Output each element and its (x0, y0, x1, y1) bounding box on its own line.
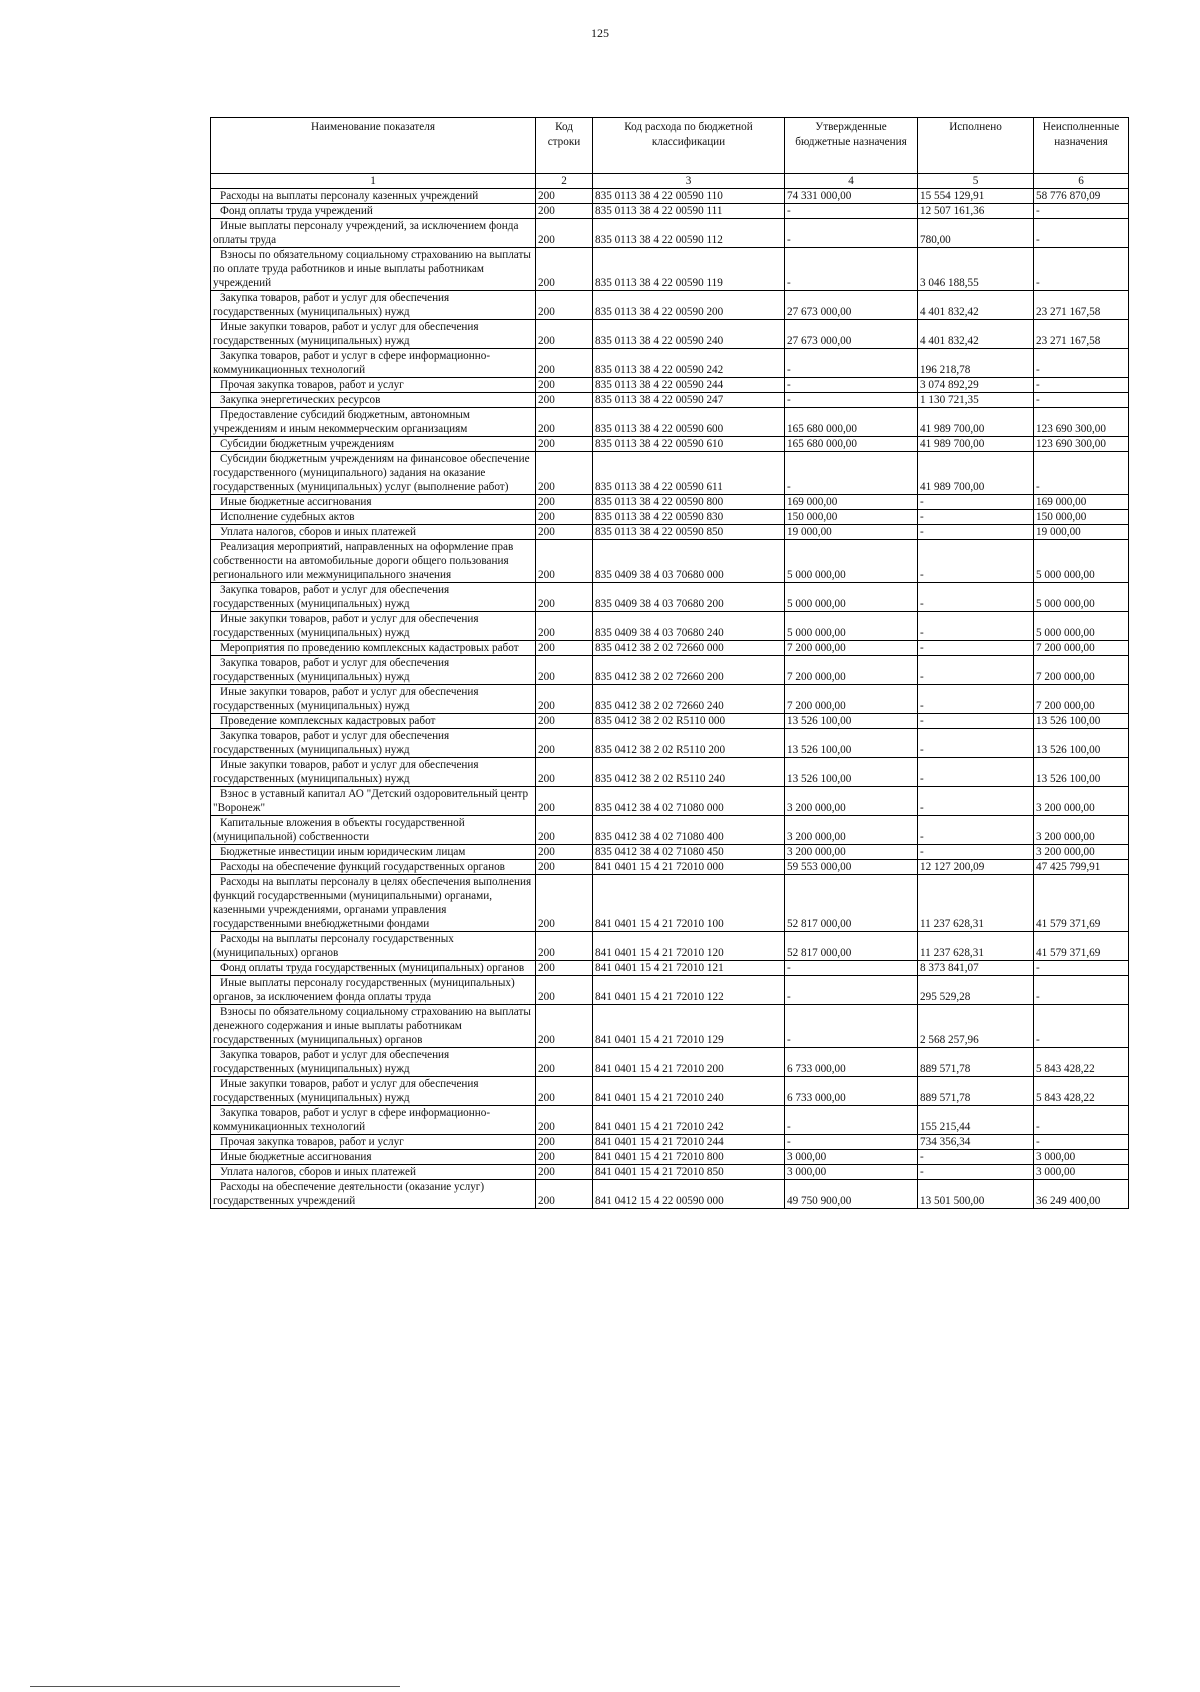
row-line-code: 200 (536, 495, 593, 510)
header-row (211, 118, 1129, 174)
header-executed: Исполнено (918, 118, 1034, 174)
row-executed: - (918, 525, 1034, 540)
table-row (211, 685, 1129, 714)
table-row (211, 976, 1129, 1005)
row-name: Расходы на обеспечение деятельности (оказание услуг) государственных учреждений (211, 1180, 536, 1209)
row-approved: 3 000,00 (785, 1150, 918, 1165)
row-unexecuted: 47 425 799,91 (1034, 860, 1129, 875)
row-approved: 49 750 900,00 (785, 1180, 918, 1209)
row-unexecuted: - (1034, 1106, 1129, 1135)
row-name: Реализация мероприятий, направленных на оформление прав собственности на автомобильные дороги общего пользования регионального или межмуниципального значения (211, 540, 536, 583)
column-number: 3 (593, 174, 785, 189)
row-name: Уплата налогов, сборов и иных платежей (211, 1165, 536, 1180)
row-approved: 6 733 000,00 (785, 1048, 918, 1077)
table-row (211, 1180, 1129, 1209)
row-name: Иные выплаты персоналу учреждений, за исключением фонда оплаты труда (211, 219, 536, 248)
row-executed: - (918, 583, 1034, 612)
row-unexecuted: - (1034, 349, 1129, 378)
row-line-code: 200 (536, 612, 593, 641)
row-line-code: 200 (536, 1150, 593, 1165)
row-unexecuted: 36 249 400,00 (1034, 1180, 1129, 1209)
row-approved: - (785, 219, 918, 248)
row-line-code: 200 (536, 787, 593, 816)
row-unexecuted: 5 000 000,00 (1034, 612, 1129, 641)
row-executed: - (918, 612, 1034, 641)
row-approved: 59 553 000,00 (785, 860, 918, 875)
row-line-code: 200 (536, 656, 593, 685)
header-budget-code: Код расхода по бюджетной классификации (593, 118, 785, 174)
row-unexecuted: - (1034, 1005, 1129, 1048)
row-name: Бюджетные инвестиции иным юридическим лицам (211, 845, 536, 860)
row-approved: 7 200 000,00 (785, 656, 918, 685)
row-name: Иные бюджетные ассигнования (211, 1150, 536, 1165)
row-approved: - (785, 393, 918, 408)
row-budget-code: 835 0113 38 4 22 00590 247 (593, 393, 785, 408)
row-approved: 150 000,00 (785, 510, 918, 525)
row-name: Прочая закупка товаров, работ и услуг (211, 1135, 536, 1150)
row-executed: 8 373 841,07 (918, 961, 1034, 976)
row-unexecuted: 41 579 371,69 (1034, 875, 1129, 932)
row-executed: 4 401 832,42 (918, 320, 1034, 349)
row-budget-code: 841 0401 15 4 21 72010 122 (593, 976, 785, 1005)
row-unexecuted: 3 200 000,00 (1034, 845, 1129, 860)
column-number: 6 (1034, 174, 1129, 189)
row-approved: 74 331 000,00 (785, 189, 918, 204)
row-name: Проведение комплексных кадастровых работ (211, 714, 536, 729)
row-budget-code: 841 0401 15 4 21 72010 100 (593, 875, 785, 932)
row-line-code: 200 (536, 976, 593, 1005)
row-unexecuted: 7 200 000,00 (1034, 685, 1129, 714)
row-executed: - (918, 685, 1034, 714)
table-row (211, 758, 1129, 787)
row-approved: 3 200 000,00 (785, 845, 918, 860)
budget-execution-table (210, 117, 1129, 1209)
row-name: Исполнение судебных актов (211, 510, 536, 525)
row-budget-code: 835 0113 38 4 22 00590 200 (593, 291, 785, 320)
row-unexecuted: 3 000,00 (1034, 1165, 1129, 1180)
table-row (211, 378, 1129, 393)
table-row (211, 961, 1129, 976)
row-executed: 889 571,78 (918, 1077, 1034, 1106)
table-row (211, 1077, 1129, 1106)
row-name: Расходы на обеспечение функций государственных органов (211, 860, 536, 875)
row-line-code: 200 (536, 1077, 593, 1106)
row-name: Фонд оплаты труда государственных (муниципальных) органов (211, 961, 536, 976)
page-number: 125 (591, 26, 609, 40)
row-line-code: 200 (536, 816, 593, 845)
row-line-code: 200 (536, 1106, 593, 1135)
row-line-code: 200 (536, 320, 593, 349)
row-budget-code: 835 0412 38 2 02 72660 000 (593, 641, 785, 656)
row-name: Иные закупки товаров, работ и услуг для обеспечения государственных (муниципальных) нужд (211, 758, 536, 787)
row-budget-code: 841 0401 15 4 21 72010 242 (593, 1106, 785, 1135)
row-budget-code: 835 0412 38 2 02 R5110 000 (593, 714, 785, 729)
row-unexecuted: 5 000 000,00 (1034, 540, 1129, 583)
row-executed: 3 074 892,29 (918, 378, 1034, 393)
table-row (211, 714, 1129, 729)
row-approved: 3 000,00 (785, 1165, 918, 1180)
row-name: Фонд оплаты труда учреждений (211, 204, 536, 219)
row-executed: 12 507 161,36 (918, 204, 1034, 219)
row-unexecuted: - (1034, 961, 1129, 976)
row-name: Закупка товаров, работ и услуг для обеспечения государственных (муниципальных) нужд (211, 291, 536, 320)
row-unexecuted: 5 843 428,22 (1034, 1048, 1129, 1077)
row-name: Закупка товаров, работ и услуг в сфере информационно-коммуникационных технологий (211, 1106, 536, 1135)
row-budget-code: 841 0412 15 4 22 00590 000 (593, 1180, 785, 1209)
row-budget-code: 841 0401 15 4 21 72010 850 (593, 1165, 785, 1180)
row-name: Расходы на выплаты персоналу государственных (муниципальных) органов (211, 932, 536, 961)
footer-divider (30, 1686, 400, 1687)
row-approved: 5 000 000,00 (785, 540, 918, 583)
row-approved: - (785, 204, 918, 219)
row-approved: - (785, 248, 918, 291)
table-body (211, 189, 1129, 1209)
table-row (211, 437, 1129, 452)
row-executed: 4 401 832,42 (918, 291, 1034, 320)
row-approved: 5 000 000,00 (785, 612, 918, 641)
row-executed: 41 989 700,00 (918, 437, 1034, 452)
row-line-code: 200 (536, 189, 593, 204)
table-row (211, 816, 1129, 845)
header-name: Наименование показателя (211, 118, 536, 174)
row-unexecuted: 5 843 428,22 (1034, 1077, 1129, 1106)
table-row (211, 583, 1129, 612)
row-approved: 13 526 100,00 (785, 714, 918, 729)
row-line-code: 200 (536, 714, 593, 729)
table-row (211, 1048, 1129, 1077)
table-row (211, 320, 1129, 349)
row-executed: 780,00 (918, 219, 1034, 248)
row-approved: 3 200 000,00 (785, 816, 918, 845)
row-unexecuted: 7 200 000,00 (1034, 656, 1129, 685)
row-budget-code: 835 0113 38 4 22 00590 119 (593, 248, 785, 291)
row-name: Расходы на выплаты персоналу в целях обеспечения выполнения функций государственными (муниципальными) органами, казенными учреждениями, органами управления государственными внебюджетными фондами (211, 875, 536, 932)
row-approved: 6 733 000,00 (785, 1077, 918, 1106)
table-row (211, 393, 1129, 408)
row-line-code: 200 (536, 1180, 593, 1209)
row-approved: - (785, 378, 918, 393)
column-number: 5 (918, 174, 1034, 189)
row-line-code: 200 (536, 378, 593, 393)
row-executed: - (918, 787, 1034, 816)
table-row (211, 248, 1129, 291)
table-row (211, 452, 1129, 495)
table-row (211, 875, 1129, 932)
header-line-code: Код строки (536, 118, 593, 174)
row-line-code: 200 (536, 845, 593, 860)
row-unexecuted: - (1034, 378, 1129, 393)
row-budget-code: 841 0401 15 4 21 72010 244 (593, 1135, 785, 1150)
row-unexecuted: 3 200 000,00 (1034, 816, 1129, 845)
row-name: Взносы по обязательному социальному страхованию на выплаты денежного содержания и иные выплаты работникам государственных (муниципальных) органов (211, 1005, 536, 1048)
row-line-code: 200 (536, 1165, 593, 1180)
row-line-code: 200 (536, 393, 593, 408)
column-number: 2 (536, 174, 593, 189)
row-budget-code: 835 0113 38 4 22 00590 600 (593, 408, 785, 437)
table-row (211, 1150, 1129, 1165)
row-approved: 5 000 000,00 (785, 583, 918, 612)
row-approved: - (785, 976, 918, 1005)
row-line-code: 200 (536, 583, 593, 612)
row-name: Субсидии бюджетным учреждениям (211, 437, 536, 452)
table-row (211, 641, 1129, 656)
table-row (211, 291, 1129, 320)
table-row (211, 860, 1129, 875)
table-row (211, 525, 1129, 540)
row-approved: 19 000,00 (785, 525, 918, 540)
column-number: 1 (211, 174, 536, 189)
row-approved: - (785, 349, 918, 378)
row-budget-code: 841 0401 15 4 21 72010 000 (593, 860, 785, 875)
row-executed: 12 127 200,09 (918, 860, 1034, 875)
row-budget-code: 841 0401 15 4 21 72010 800 (593, 1150, 785, 1165)
table-row (211, 932, 1129, 961)
row-budget-code: 835 0412 38 4 02 71080 000 (593, 787, 785, 816)
table-row (211, 612, 1129, 641)
row-name: Взнос в уставный капитал АО "Детский оздоровительный центр "Воронеж" (211, 787, 536, 816)
row-unexecuted: - (1034, 393, 1129, 408)
row-budget-code: 835 0113 38 4 22 00590 244 (593, 378, 785, 393)
row-line-code: 200 (536, 248, 593, 291)
row-executed: - (918, 758, 1034, 787)
row-executed: 196 218,78 (918, 349, 1034, 378)
row-executed: - (918, 1165, 1034, 1180)
row-approved: - (785, 1135, 918, 1150)
row-approved: 7 200 000,00 (785, 685, 918, 714)
header-unexecuted: Неисполненные назначения (1034, 118, 1129, 174)
row-unexecuted: 3 000,00 (1034, 1150, 1129, 1165)
table-row (211, 204, 1129, 219)
row-name: Иные выплаты персоналу государственных (муниципальных) органов, за исключением фонда оплаты труда (211, 976, 536, 1005)
row-unexecuted: 3 200 000,00 (1034, 787, 1129, 816)
row-budget-code: 835 0412 38 2 02 72660 200 (593, 656, 785, 685)
row-executed: 3 046 188,55 (918, 248, 1034, 291)
row-line-code: 200 (536, 1135, 593, 1150)
row-executed: - (918, 495, 1034, 510)
row-budget-code: 835 0113 38 4 22 00590 111 (593, 204, 785, 219)
table-row (211, 845, 1129, 860)
row-budget-code: 835 0412 38 4 02 71080 400 (593, 816, 785, 845)
row-executed: - (918, 714, 1034, 729)
row-unexecuted: 19 000,00 (1034, 525, 1129, 540)
row-approved: 169 000,00 (785, 495, 918, 510)
row-budget-code: 841 0401 15 4 21 72010 120 (593, 932, 785, 961)
table-row (211, 408, 1129, 437)
row-executed: 155 215,44 (918, 1106, 1034, 1135)
row-approved: 3 200 000,00 (785, 787, 918, 816)
row-name: Иные закупки товаров, работ и услуг для обеспечения государственных (муниципальных) нужд (211, 1077, 536, 1106)
row-unexecuted: 123 690 300,00 (1034, 437, 1129, 452)
table-row (211, 787, 1129, 816)
header-approved: Утвержденные бюджетные назначения (785, 118, 918, 174)
row-name: Взносы по обязательному социальному страхованию на выплаты по оплате труда работников и иные выплаты работникам учреждений (211, 248, 536, 291)
row-budget-code: 835 0113 38 4 22 00590 240 (593, 320, 785, 349)
column-number: 4 (785, 174, 918, 189)
row-budget-code: 835 0409 38 4 03 70680 200 (593, 583, 785, 612)
row-executed: 295 529,28 (918, 976, 1034, 1005)
row-line-code: 200 (536, 204, 593, 219)
row-approved: 165 680 000,00 (785, 437, 918, 452)
table-row (211, 219, 1129, 248)
row-unexecuted: 5 000 000,00 (1034, 583, 1129, 612)
row-executed: 15 554 129,91 (918, 189, 1034, 204)
row-executed: 11 237 628,31 (918, 932, 1034, 961)
row-line-code: 200 (536, 860, 593, 875)
row-budget-code: 835 0113 38 4 22 00590 112 (593, 219, 785, 248)
row-name: Расходы на выплаты персоналу казенных учреждений (211, 189, 536, 204)
row-line-code: 200 (536, 685, 593, 714)
row-budget-code: 835 0113 38 4 22 00590 610 (593, 437, 785, 452)
row-approved: 7 200 000,00 (785, 641, 918, 656)
row-approved: - (785, 452, 918, 495)
row-budget-code: 835 0409 38 4 03 70680 240 (593, 612, 785, 641)
row-line-code: 200 (536, 641, 593, 656)
row-unexecuted: 13 526 100,00 (1034, 714, 1129, 729)
row-line-code: 200 (536, 540, 593, 583)
row-line-code: 200 (536, 875, 593, 932)
row-budget-code: 835 0113 38 4 22 00590 611 (593, 452, 785, 495)
table-row (211, 495, 1129, 510)
row-budget-code: 835 0412 38 2 02 72660 240 (593, 685, 785, 714)
row-line-code: 200 (536, 1005, 593, 1048)
row-unexecuted: 169 000,00 (1034, 495, 1129, 510)
row-budget-code: 841 0401 15 4 21 72010 121 (593, 961, 785, 976)
row-executed: - (918, 656, 1034, 685)
row-executed: - (918, 1150, 1034, 1165)
row-line-code: 200 (536, 758, 593, 787)
table-row (211, 349, 1129, 378)
row-executed: - (918, 540, 1034, 583)
row-executed: - (918, 510, 1034, 525)
row-budget-code: 835 0113 38 4 22 00590 242 (593, 349, 785, 378)
row-budget-code: 835 0412 38 2 02 R5110 200 (593, 729, 785, 758)
row-budget-code: 835 0113 38 4 22 00590 110 (593, 189, 785, 204)
row-budget-code: 835 0409 38 4 03 70680 000 (593, 540, 785, 583)
row-unexecuted: - (1034, 204, 1129, 219)
row-approved: - (785, 1106, 918, 1135)
row-name: Иные бюджетные ассигнования (211, 495, 536, 510)
row-unexecuted: 123 690 300,00 (1034, 408, 1129, 437)
row-unexecuted: 13 526 100,00 (1034, 758, 1129, 787)
table-row (211, 1005, 1129, 1048)
row-budget-code: 841 0401 15 4 21 72010 240 (593, 1077, 785, 1106)
row-unexecuted: 23 271 167,58 (1034, 291, 1129, 320)
row-executed: 889 571,78 (918, 1048, 1034, 1077)
row-approved: 27 673 000,00 (785, 320, 918, 349)
row-approved: 52 817 000,00 (785, 875, 918, 932)
row-name: Закупка энергетических ресурсов (211, 393, 536, 408)
row-unexecuted: - (1034, 248, 1129, 291)
row-unexecuted: - (1034, 1135, 1129, 1150)
row-line-code: 200 (536, 525, 593, 540)
table-row (211, 1165, 1129, 1180)
row-unexecuted: - (1034, 219, 1129, 248)
row-unexecuted: 23 271 167,58 (1034, 320, 1129, 349)
row-executed: - (918, 845, 1034, 860)
row-name: Уплата налогов, сборов и иных платежей (211, 525, 536, 540)
row-budget-code: 835 0113 38 4 22 00590 850 (593, 525, 785, 540)
row-budget-code: 835 0113 38 4 22 00590 800 (593, 495, 785, 510)
row-approved: - (785, 961, 918, 976)
row-budget-code: 835 0412 38 4 02 71080 450 (593, 845, 785, 860)
row-executed: 11 237 628,31 (918, 875, 1034, 932)
row-line-code: 200 (536, 1048, 593, 1077)
row-line-code: 200 (536, 349, 593, 378)
row-executed: 734 356,34 (918, 1135, 1034, 1150)
table-row (211, 656, 1129, 685)
row-executed: 2 568 257,96 (918, 1005, 1034, 1048)
row-line-code: 200 (536, 291, 593, 320)
row-approved: 165 680 000,00 (785, 408, 918, 437)
row-line-code: 200 (536, 932, 593, 961)
row-unexecuted: 150 000,00 (1034, 510, 1129, 525)
row-line-code: 200 (536, 510, 593, 525)
row-name: Иные закупки товаров, работ и услуг для обеспечения государственных (муниципальных) нужд (211, 685, 536, 714)
row-name: Иные закупки товаров, работ и услуг для обеспечения государственных (муниципальных) нужд (211, 320, 536, 349)
row-executed: 41 989 700,00 (918, 408, 1034, 437)
row-line-code: 200 (536, 219, 593, 248)
row-executed: - (918, 729, 1034, 758)
table-row (211, 1106, 1129, 1135)
row-unexecuted: 7 200 000,00 (1034, 641, 1129, 656)
table-row (211, 1135, 1129, 1150)
table-row (211, 729, 1129, 758)
row-budget-code: 841 0401 15 4 21 72010 200 (593, 1048, 785, 1077)
row-line-code: 200 (536, 408, 593, 437)
row-executed: 1 130 721,35 (918, 393, 1034, 408)
row-unexecuted: - (1034, 452, 1129, 495)
row-line-code: 200 (536, 437, 593, 452)
column-number-row (211, 174, 1129, 189)
row-approved: 27 673 000,00 (785, 291, 918, 320)
row-budget-code: 835 0412 38 2 02 R5110 240 (593, 758, 785, 787)
row-name: Иные закупки товаров, работ и услуг для обеспечения государственных (муниципальных) нужд (211, 612, 536, 641)
row-unexecuted: 58 776 870,09 (1034, 189, 1129, 204)
row-approved: 52 817 000,00 (785, 932, 918, 961)
row-line-code: 200 (536, 452, 593, 495)
row-unexecuted: - (1034, 976, 1129, 1005)
row-name: Закупка товаров, работ и услуг в сфере информационно-коммуникационных технологий (211, 349, 536, 378)
row-unexecuted: 41 579 371,69 (1034, 932, 1129, 961)
row-name: Мероприятия по проведению комплексных кадастровых работ (211, 641, 536, 656)
row-name: Закупка товаров, работ и услуг для обеспечения государственных (муниципальных) нужд (211, 729, 536, 758)
row-name: Закупка товаров, работ и услуг для обеспечения государственных (муниципальных) нужд (211, 583, 536, 612)
row-executed: 41 989 700,00 (918, 452, 1034, 495)
row-name: Закупка товаров, работ и услуг для обеспечения государственных (муниципальных) нужд (211, 656, 536, 685)
row-line-code: 200 (536, 961, 593, 976)
row-name: Капитальные вложения в объекты государственной (муниципальной) собственности (211, 816, 536, 845)
row-executed: 13 501 500,00 (918, 1180, 1034, 1209)
row-name: Предоставление субсидий бюджетным, автономным учреждениям и иным некоммерческим организациям (211, 408, 536, 437)
row-executed: - (918, 816, 1034, 845)
row-executed: - (918, 641, 1034, 656)
table-row (211, 510, 1129, 525)
row-unexecuted: 13 526 100,00 (1034, 729, 1129, 758)
row-approved: - (785, 1005, 918, 1048)
row-approved: 13 526 100,00 (785, 729, 918, 758)
row-line-code: 200 (536, 729, 593, 758)
row-name: Закупка товаров, работ и услуг для обеспечения государственных (муниципальных) нужд (211, 1048, 536, 1077)
row-name: Прочая закупка товаров, работ и услуг (211, 378, 536, 393)
table-row (211, 189, 1129, 204)
row-name: Субсидии бюджетным учреждениям на финансовое обеспечение государственного (муниципального) задания на оказание государственных (муниципальных) услуг (выполнение работ) (211, 452, 536, 495)
row-budget-code: 835 0113 38 4 22 00590 830 (593, 510, 785, 525)
row-approved: 13 526 100,00 (785, 758, 918, 787)
row-budget-code: 841 0401 15 4 21 72010 129 (593, 1005, 785, 1048)
table-row (211, 540, 1129, 583)
